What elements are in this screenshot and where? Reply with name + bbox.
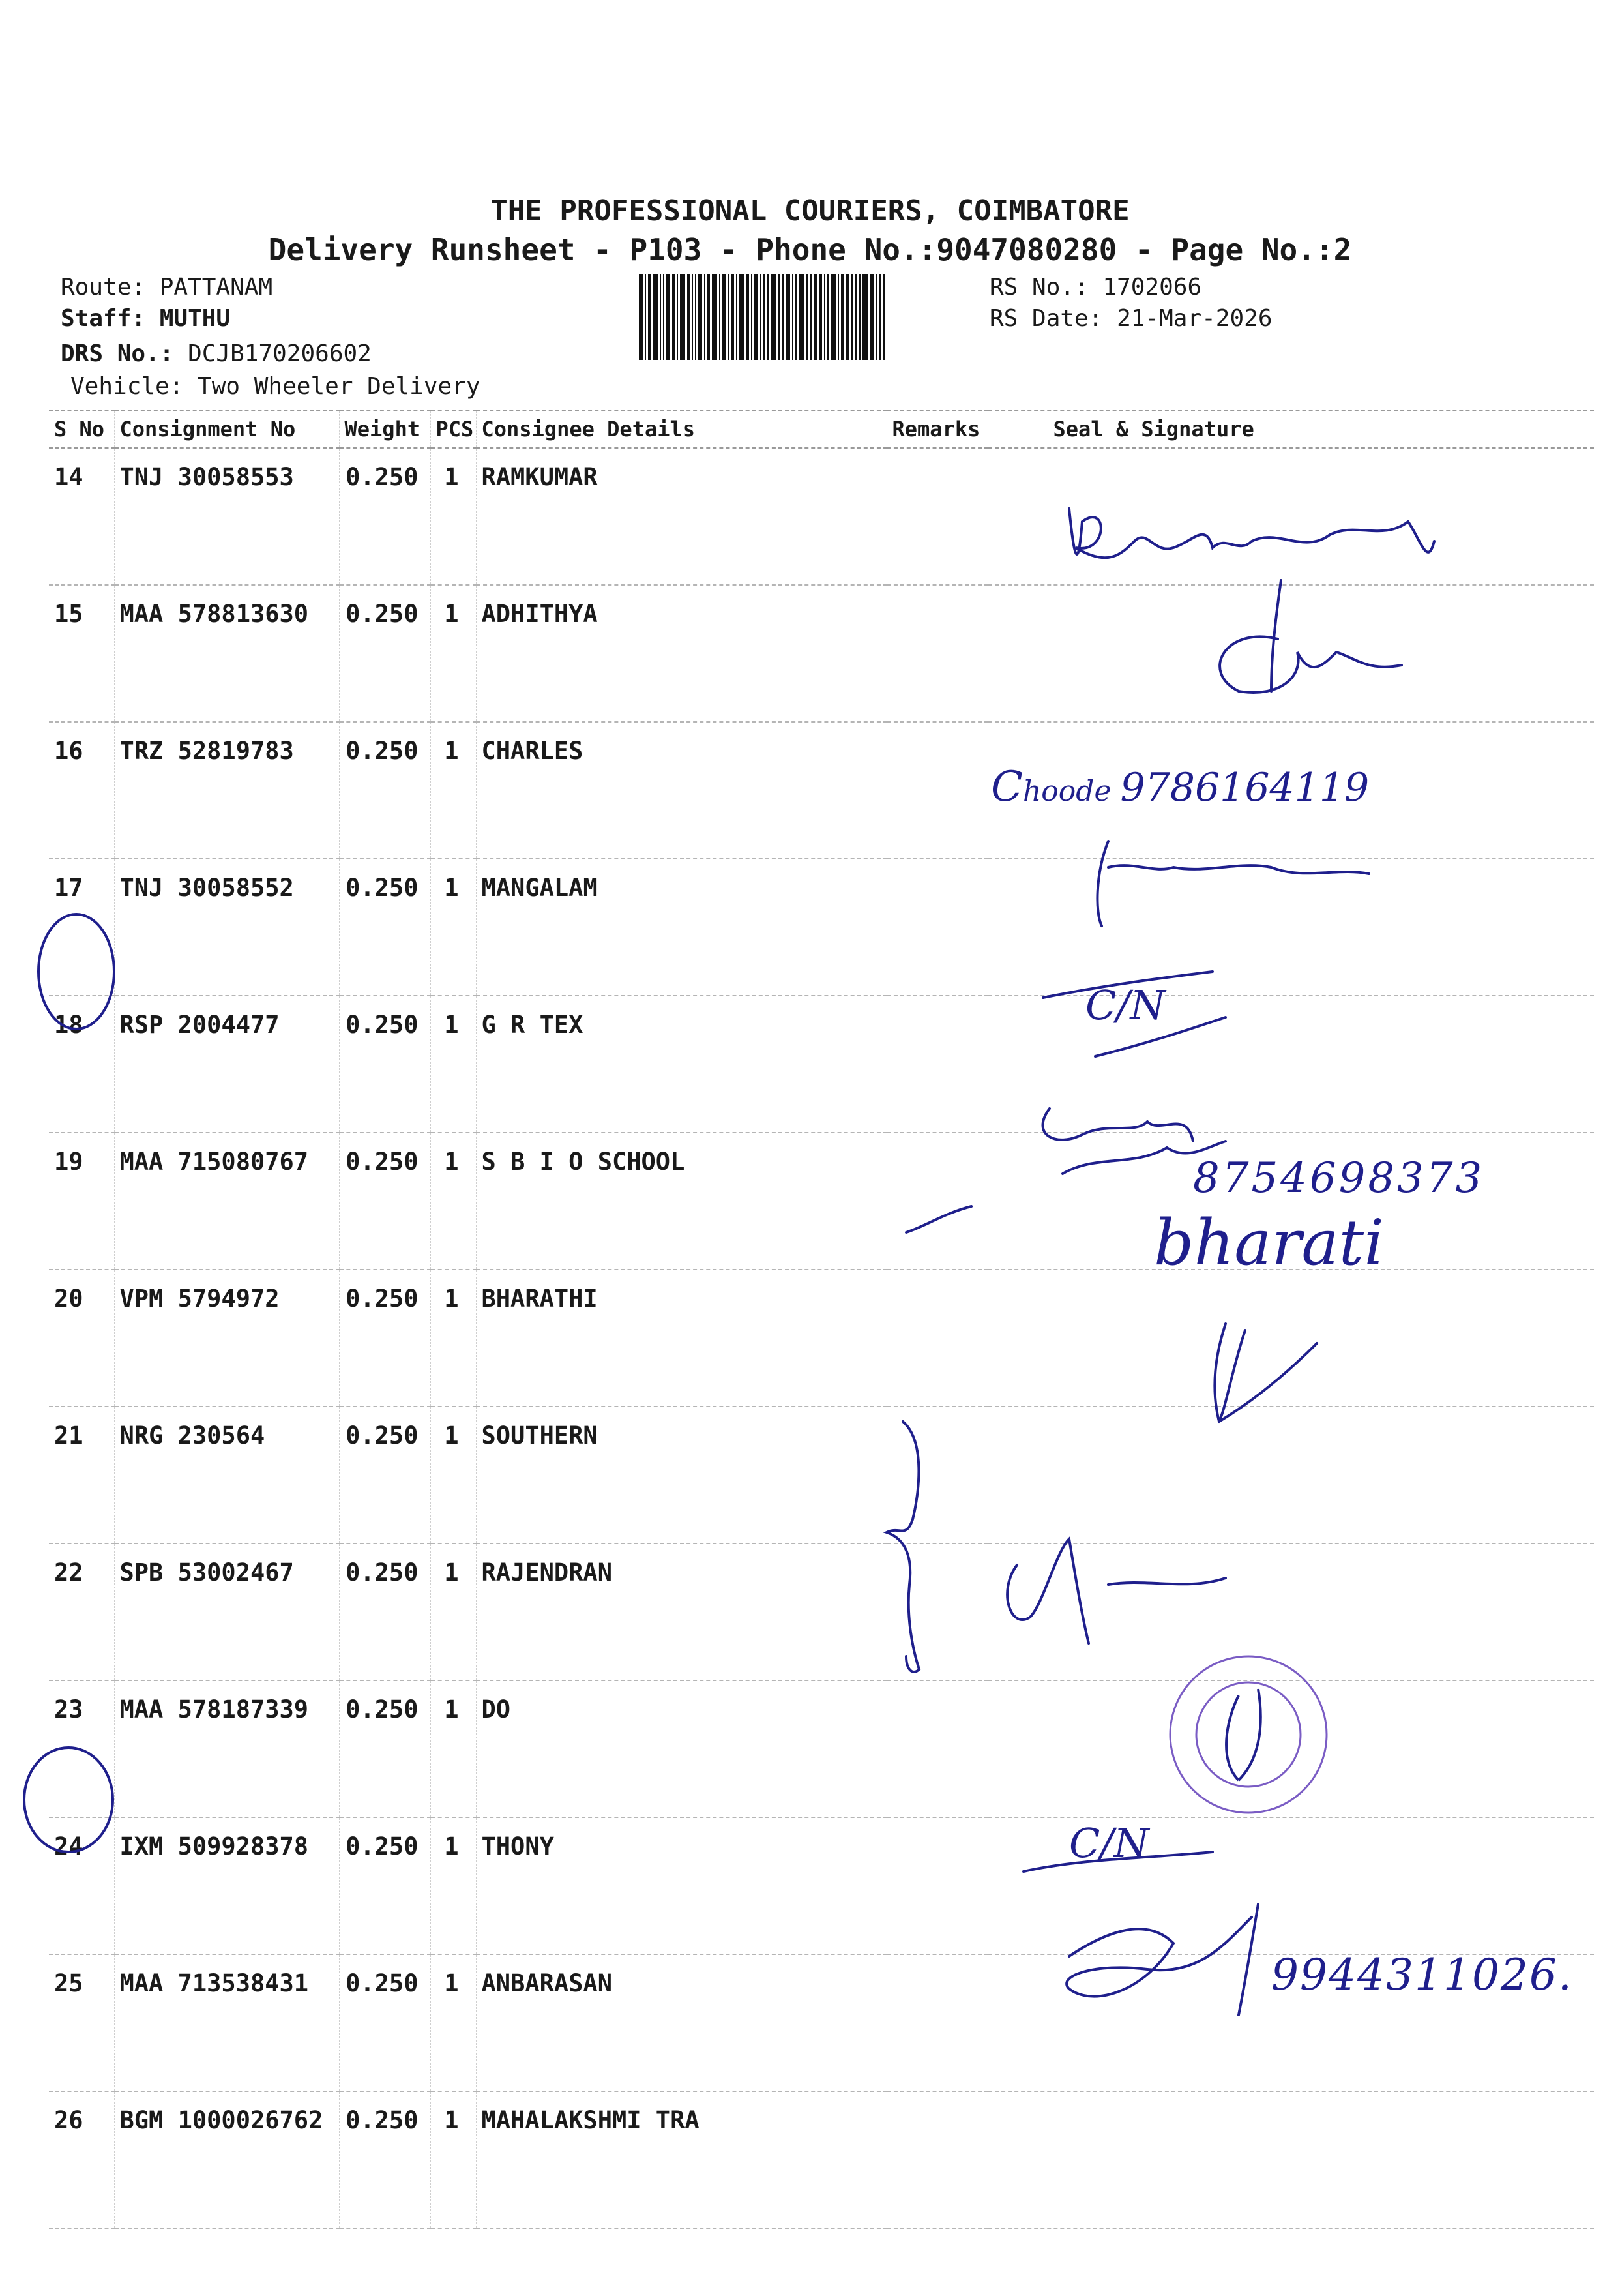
col-weight: Weight [339,410,430,448]
signature-23 [1007,1539,1226,1643]
cell-weight: 0.250 [339,722,430,859]
cell-pcs: 1 [430,1954,476,2091]
cell-sno: 26 [49,2091,114,2228]
cell-consignment: NRG 230564 [114,1407,339,1543]
ink-phone-bharathi: 8754698373 [1193,1154,1485,1202]
cell-consignee: MAHALAKSHMI TRA [476,2091,887,2228]
ink-cn-26: C/N [1069,1819,1149,1867]
cell-consignee: ANBARASAN [476,1954,887,2091]
cell-pcs: 1 [430,722,476,859]
drs-value: DCJB170206602 [188,340,372,367]
cell-consignee: ADHITHYA [476,585,887,722]
rs-no-value: 1702066 [1102,274,1202,301]
cell-consignment: TRZ 52819783 [114,722,339,859]
circle-mark-18 [38,914,114,1029]
cell-consignee: RAJENDRAN [476,1543,887,1680]
remark-dash-20 [906,1206,971,1232]
staff-label: Staff: [61,305,146,332]
signature-15 [1220,580,1402,693]
cell-weight: 0.250 [339,1270,430,1407]
cell-consignment: TNJ 30058553 [114,448,339,585]
cell-sno: 22 [49,1543,114,1680]
cell-consignment: MAA 578187339 [114,1680,339,1817]
cell-pcs: 1 [430,1817,476,1954]
cell-pcs: 1 [430,859,476,996]
cell-consignee: THONY [476,1817,887,1954]
ink-phone-last: 9944311026. [1271,1950,1573,2000]
col-sno: S No [49,410,114,448]
cell-weight: 0.250 [339,1543,430,1680]
cell-consignee: G R TEX [476,996,887,1133]
route-value: PATTANAM [159,274,273,301]
cell-weight: 0.250 [339,2091,430,2228]
drs-label: DRS No.: [61,340,174,367]
cell-consignee: SOUTHERN [476,1407,887,1543]
ink-name-bharathi: bharati [1154,1206,1384,1279]
cell-pcs: 1 [430,1133,476,1270]
cell-consignment: SPB 53002467 [114,1543,339,1680]
route-label: Route: [61,274,146,301]
cell-consignment: MAA 715080767 [114,1133,339,1270]
cell-pcs: 1 [430,585,476,722]
cell-pcs: 1 [430,1270,476,1407]
cell-sno: 20 [49,1270,114,1407]
cell-sno: 14 [49,448,114,585]
cell-consignee: MANGALAM [476,859,887,996]
cell-sno: 16 [49,722,114,859]
cell-consignee: RAMKUMAR [476,448,887,585]
signature-17 [1097,841,1369,926]
cell-consignee: BHARATHI [476,1270,887,1407]
cell-pcs: 1 [430,996,476,1133]
vehicle-value: Two Wheeler Delivery [198,373,480,400]
cell-weight: 0.250 [339,1407,430,1543]
cell-consignment: BGM 1000026762 [114,2091,339,2228]
col-remarks: Remarks [887,410,988,448]
cell-consignee: CHARLES [476,722,887,859]
cell-consignment: RSP 2004477 [114,996,339,1133]
ink-phone-charles: Choode 9786164119 [991,763,1370,811]
cell-weight: 0.250 [339,1817,430,1954]
cell-sno: 17 [49,859,114,996]
cell-sno: 24 [49,1817,114,1954]
rs-no-label: RS No.: [990,274,1089,301]
col-seal: Seal & Signature [988,410,1594,448]
col-consignment: Consignment No [114,410,339,448]
cell-sno: 19 [49,1133,114,1270]
company-seal [1170,1656,1327,1813]
rs-date-value: 21-Mar-2026 [1117,305,1273,332]
circle-mark-25 [24,1748,113,1852]
cell-consignee: DO [476,1680,887,1817]
ink-cn-18: C/N [1085,981,1166,1029]
cell-consignment: MAA 578813630 [114,585,339,722]
cell-consignment: MAA 713538431 [114,1954,339,2091]
cell-pcs: 1 [430,1680,476,1817]
signature-21 [1215,1324,1317,1422]
company-title: THE PROFESSIONAL COURIERS, COIMBATORE [490,194,1130,228]
vehicle-label: Vehicle: [70,373,184,400]
cell-consignment: TNJ 30058552 [114,859,339,996]
staff-value: MUTHU [159,305,231,332]
cell-pcs: 1 [430,2091,476,2228]
cell-weight: 0.250 [339,996,430,1133]
runsheet-subtitle: Delivery Runsheet - P103 - Phone No.:9047080280 - Page No.:2 [268,232,1352,267]
cell-consignment: IXM 509928378 [114,1817,339,1954]
cell-pcs: 1 [430,448,476,585]
cell-sno: 18 [49,996,114,1133]
cell-weight: 0.250 [339,859,430,996]
cell-consignee: S B I O SCHOOL [476,1133,887,1270]
cell-weight: 0.250 [339,1133,430,1270]
cell-weight: 0.250 [339,1680,430,1817]
cell-sno: 25 [49,1954,114,2091]
signature-24 [1226,1689,1261,1780]
cell-sno: 15 [49,585,114,722]
rs-date-label: RS Date: [990,305,1103,332]
signature-14 [1069,509,1434,558]
cell-weight: 0.250 [339,448,430,585]
cell-sno: 21 [49,1407,114,1543]
remarks-brace [887,1422,919,1672]
cell-pcs: 1 [430,1407,476,1543]
cell-consignment: VPM 5794972 [114,1270,339,1407]
cell-pcs: 1 [430,1543,476,1680]
col-consignee: Consignee Details [476,410,887,448]
col-pcs: PCS [430,410,476,448]
cell-weight: 0.250 [339,585,430,722]
cell-weight: 0.250 [339,1954,430,2091]
cell-sno: 23 [49,1680,114,1817]
signature-26 [1024,1852,1258,2015]
